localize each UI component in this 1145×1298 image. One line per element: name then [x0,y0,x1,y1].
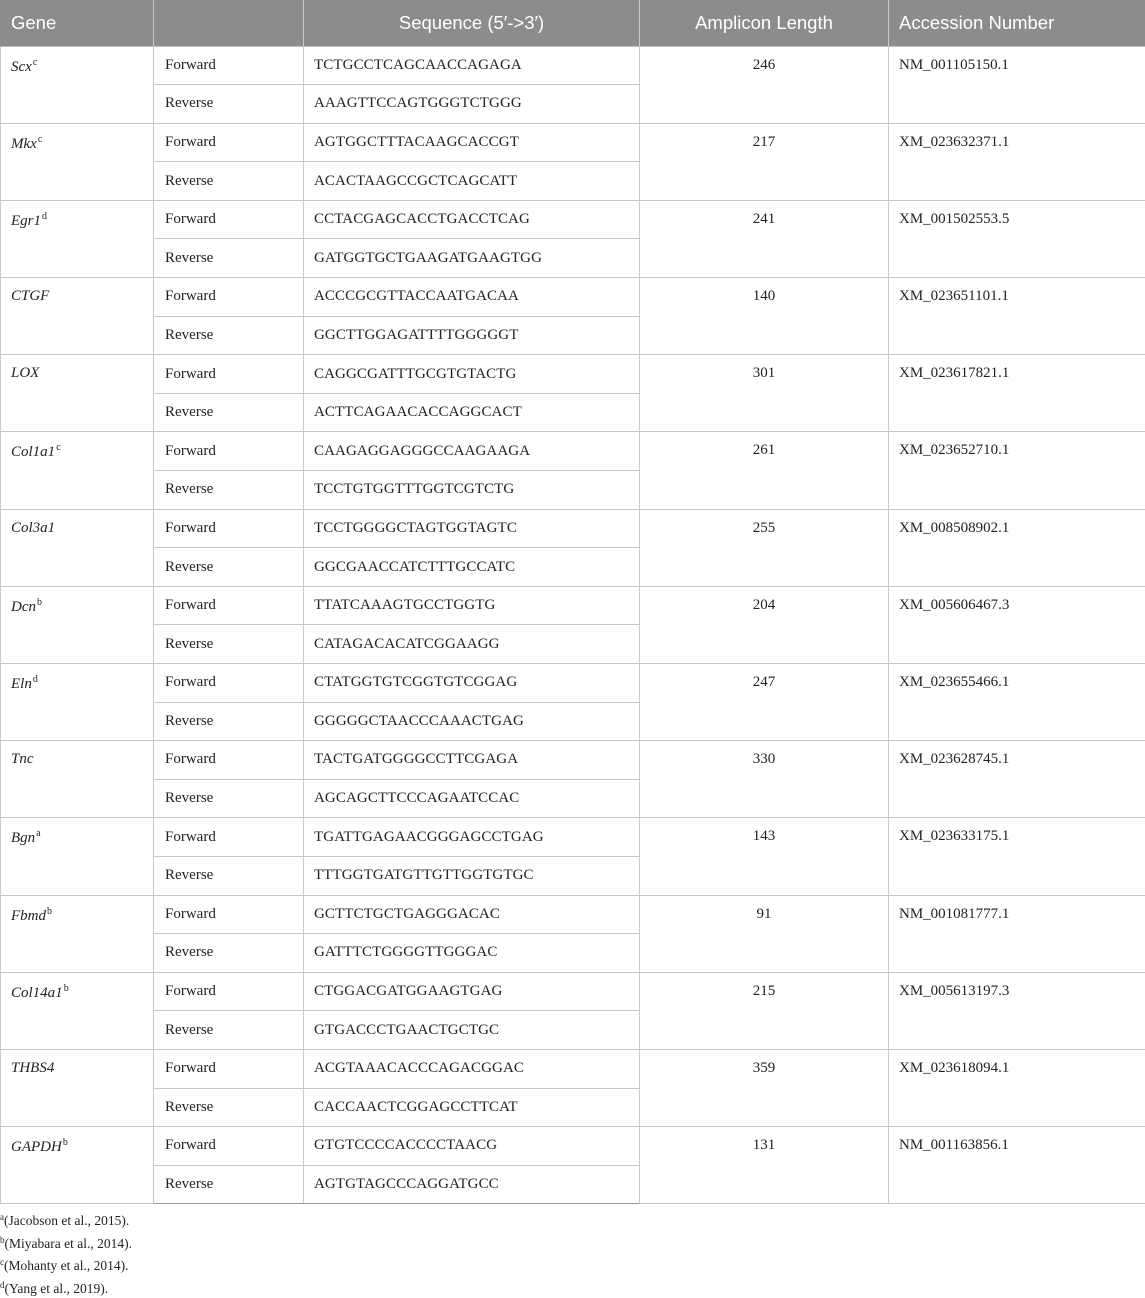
primer-direction: Reverse [154,1011,304,1050]
gene-name: Mkx [11,136,37,152]
amplicon-length: 330 [640,741,889,818]
amplicon-length: 247 [640,664,889,741]
primer-sequence: AGTGGCTTTACAAGCACCGT [304,123,640,162]
primer-sequence: TCCTGTGGTTTGGTCGTCTG [304,471,640,510]
primer-sequence: CAAGAGGAGGGCCAAGAAGA [304,432,640,471]
primer-direction: Forward [154,509,304,548]
amplicon-length: 217 [640,123,889,200]
primer-direction: Reverse [154,702,304,741]
amplicon-length: 140 [640,278,889,355]
gene-reference-mark: c [33,57,37,68]
gene-name: Tnc [11,751,34,767]
primer-sequence: GTGTCCCCACCCCTAACG [304,1127,640,1166]
primer-direction: Forward [154,586,304,625]
amplicon-length: 131 [640,1127,889,1204]
primer-sequence: GATGGTGCTGAAGATGAAGTGG [304,239,640,278]
gene-cell [1,1049,154,1126]
primer-direction: Forward [154,1049,304,1088]
accession-number: XM_023628745.1 [889,741,1145,818]
table-row [1,46,1145,85]
footnote-text: (Jacobson et al., 2015). [4,1213,129,1228]
gene-reference-mark: a [36,828,40,839]
gene-name: Fbmd [11,908,46,924]
primer-sequence: AGTGTAGCCCAGGATGCC [304,1165,640,1204]
primer-direction: Forward [154,355,304,394]
footnote-mark: b [0,1235,5,1245]
gene-reference-mark: d [33,674,38,685]
gene-cell [1,355,154,432]
primer-sequence: TCTGCCTCAGCAACCAGAGA [304,46,640,85]
gene-name: Col14a1 [11,985,63,1001]
accession-number: XM_023652710.1 [889,432,1145,509]
gene-cell [1,818,154,895]
primer-direction: Reverse [154,1165,304,1204]
amplicon-length: 241 [640,200,889,277]
accession-number: NM_001081777.1 [889,895,1145,972]
gene-cell [1,200,154,277]
footnote [0,1208,132,1231]
primer-direction: Forward [154,278,304,317]
primer-sequence: GGCTTGGAGATTTTGGGGGT [304,316,640,355]
table-row [1,664,1145,703]
primer-direction: Forward [154,1127,304,1166]
primer-sequence: CTATGGTGTCGGTGTCGGAG [304,664,640,703]
amplicon-length: 246 [640,46,889,123]
table-row [1,355,1145,394]
footnote [0,1276,132,1298]
primer-direction: Reverse [154,934,304,973]
footnote [0,1231,132,1254]
header-amplicon-length: Amplicon Length [640,0,889,46]
gene-name: Eln [11,676,32,692]
primer-sequence: AGCAGCTTCCCAGAATCCAC [304,779,640,818]
primer-sequence: ACGTAAACACCCAGACGGAC [304,1049,640,1088]
primer-sequence: CATAGACACATCGGAAGG [304,625,640,664]
amplicon-length: 91 [640,895,889,972]
primer-direction: Reverse [154,316,304,355]
gene-name: Egr1 [11,213,41,229]
gene-cell [1,509,154,586]
primer-direction: Reverse [154,393,304,432]
primer-sequence: GCTTCTGCTGAGGGACAC [304,895,640,934]
primer-sequence: GGGGGCTAACCCAAACTGAG [304,702,640,741]
gene-reference-mark: d [42,211,47,222]
primer-direction: Reverse [154,239,304,278]
gene-name: GAPDH [11,1139,62,1155]
primer-sequence: CACCAACTCGGAGCCTTCAT [304,1088,640,1127]
table-row [1,1127,1145,1166]
header-accession-number: Accession Number [889,0,1145,46]
table-row [1,1049,1145,1088]
gene-reference-mark: b [64,983,69,994]
table-row [1,432,1145,471]
primer-sequence: TTATCAAAGTGCCTGGTG [304,586,640,625]
gene-cell [1,123,154,200]
gene-cell [1,46,154,123]
accession-number: XM_023651101.1 [889,278,1145,355]
primer-direction: Reverse [154,85,304,124]
gene-reference-mark: b [63,1137,68,1148]
primer-sequence: ACCCGCGTTACCAATGACAA [304,278,640,317]
primer-sequence: AAAGTTCCAGTGGGTCTGGG [304,85,640,124]
primer-sequence: TGATTGAGAACGGGAGCCTGAG [304,818,640,857]
primer-direction: Reverse [154,1088,304,1127]
accession-number: XM_008508902.1 [889,509,1145,586]
footnote [0,1253,132,1276]
primer-sequence: ACACTAAGCCGCTCAGCATT [304,162,640,201]
gene-cell [1,278,154,355]
footnote-mark: d [0,1280,5,1290]
gene-name: CTGF [11,288,49,304]
amplicon-length: 261 [640,432,889,509]
accession-number: XM_023633175.1 [889,818,1145,895]
gene-cell [1,664,154,741]
header-row [1,0,1145,46]
primer-sequence: CAGGCGATTTGCGTGTACTG [304,355,640,394]
primer-sequence: GGCGAACCATCTTTGCCATC [304,548,640,587]
footnote-text: (Mohanty et al., 2014). [4,1258,128,1273]
footnote-mark: a [0,1212,4,1222]
amplicon-length: 301 [640,355,889,432]
footnote-text: (Yang et al., 2019). [5,1281,109,1296]
gene-cell [1,1127,154,1204]
accession-number: XM_001502553.5 [889,200,1145,277]
table-row [1,200,1145,239]
primer-direction: Forward [154,818,304,857]
gene-cell [1,741,154,818]
gene-cell [1,432,154,509]
gene-cell [1,972,154,1049]
amplicon-length: 255 [640,509,889,586]
gene-name: Bgn [11,830,35,846]
primer-direction: Reverse [154,625,304,664]
table-row [1,278,1145,317]
amplicon-length: 215 [640,972,889,1049]
gene-reference-mark: c [38,134,42,145]
gene-name: Col1a1 [11,444,55,460]
table-row [1,741,1145,780]
amplicon-length: 204 [640,586,889,663]
primer-sequence: CTGGACGATGGAAGTGAG [304,972,640,1011]
accession-number: XM_023617821.1 [889,355,1145,432]
gene-cell [1,586,154,663]
gene-reference-mark: b [47,906,52,917]
primer-sequence: GATTTCTGGGGTTGGGAC [304,934,640,973]
accession-number: XM_005613197.3 [889,972,1145,1049]
footnotes [0,1208,132,1298]
gene-name: THBS4 [11,1060,54,1076]
table-row [1,818,1145,857]
primer-sequence: TTTGGTGATGTTGTTGGTGTGC [304,856,640,895]
primer-sequence: CCTACGAGCACCTGACCTCAG [304,200,640,239]
gene-reference-mark: b [37,597,42,608]
primer-sequence: TCCTGGGGCTAGTGGTAGTC [304,509,640,548]
table-row [1,509,1145,548]
gene-cell [1,895,154,972]
primer-direction: Forward [154,741,304,780]
primer-direction: Forward [154,664,304,703]
accession-number: NM_001163856.1 [889,1127,1145,1204]
header-gene: Gene [1,0,154,46]
footnote-mark: c [0,1257,4,1267]
table-row [1,123,1145,162]
accession-number: XM_023632371.1 [889,123,1145,200]
primer-direction: Forward [154,432,304,471]
amplicon-length: 143 [640,818,889,895]
primer-sequence: GTGACCCTGAACTGCTGC [304,1011,640,1050]
table-row [1,586,1145,625]
header-direction [154,0,304,46]
gene-name: Dcn [11,599,36,615]
gene-name: LOX [11,365,39,381]
gene-reference-mark: c [56,442,60,453]
accession-number: NM_001105150.1 [889,46,1145,123]
footnote-text: (Miyabara et al., 2014). [5,1236,132,1251]
accession-number: XM_023655466.1 [889,664,1145,741]
primer-direction: Forward [154,46,304,85]
table-body [1,46,1145,1204]
gene-name: Scx [11,59,32,75]
primer-direction: Reverse [154,471,304,510]
primer-direction: Forward [154,123,304,162]
table-row [1,972,1145,1011]
primer-direction: Reverse [154,856,304,895]
primer-sequence: ACTTCAGAACACCAGGCACT [304,393,640,432]
primer-direction: Reverse [154,162,304,201]
gene-name: Col3a1 [11,520,55,536]
amplicon-length: 359 [640,1049,889,1126]
primer-sequence: TACTGATGGGGCCTTCGAGA [304,741,640,780]
primer-direction: Forward [154,972,304,1011]
primer-direction: Reverse [154,548,304,587]
header-sequence: Sequence (5′->3′) [304,0,640,46]
accession-number: XM_023618094.1 [889,1049,1145,1126]
table-row [1,895,1145,934]
primer-direction: Forward [154,895,304,934]
primer-direction: Forward [154,200,304,239]
primer-direction: Reverse [154,779,304,818]
accession-number: XM_005606467.3 [889,586,1145,663]
